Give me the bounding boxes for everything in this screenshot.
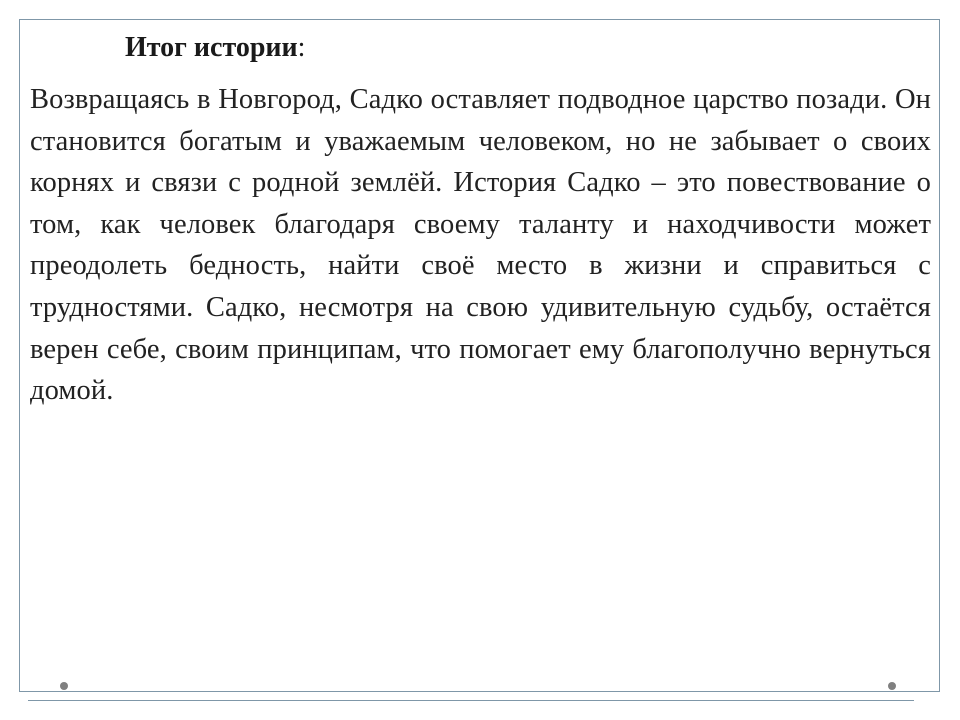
decorative-dot-right [888, 682, 896, 690]
decorative-dot-left [60, 682, 68, 690]
slide-title-colon: : [297, 32, 306, 63]
slide-paragraph: Возвращаясь в Новгород, Садко оставляет подводное царство позади. Он становится богатым и уважаемым человеком, но не забывает о своих корнях и связи с родной землёй. История Садко – это повествование о том, как человек благодаря своему таланту и находчивости может преодолеть бедность, найти своё место в жизни и справиться с трудностями. Садко, несмотря на свою удивительную судьбу, остаётся верен себе, своим принципам, что помогает ему благополучно вернуться домой. [30, 84, 931, 407]
slide-title-text: Итог истории [125, 32, 298, 63]
bottom-divider [28, 700, 914, 701]
slide-title [125, 28, 305, 68]
